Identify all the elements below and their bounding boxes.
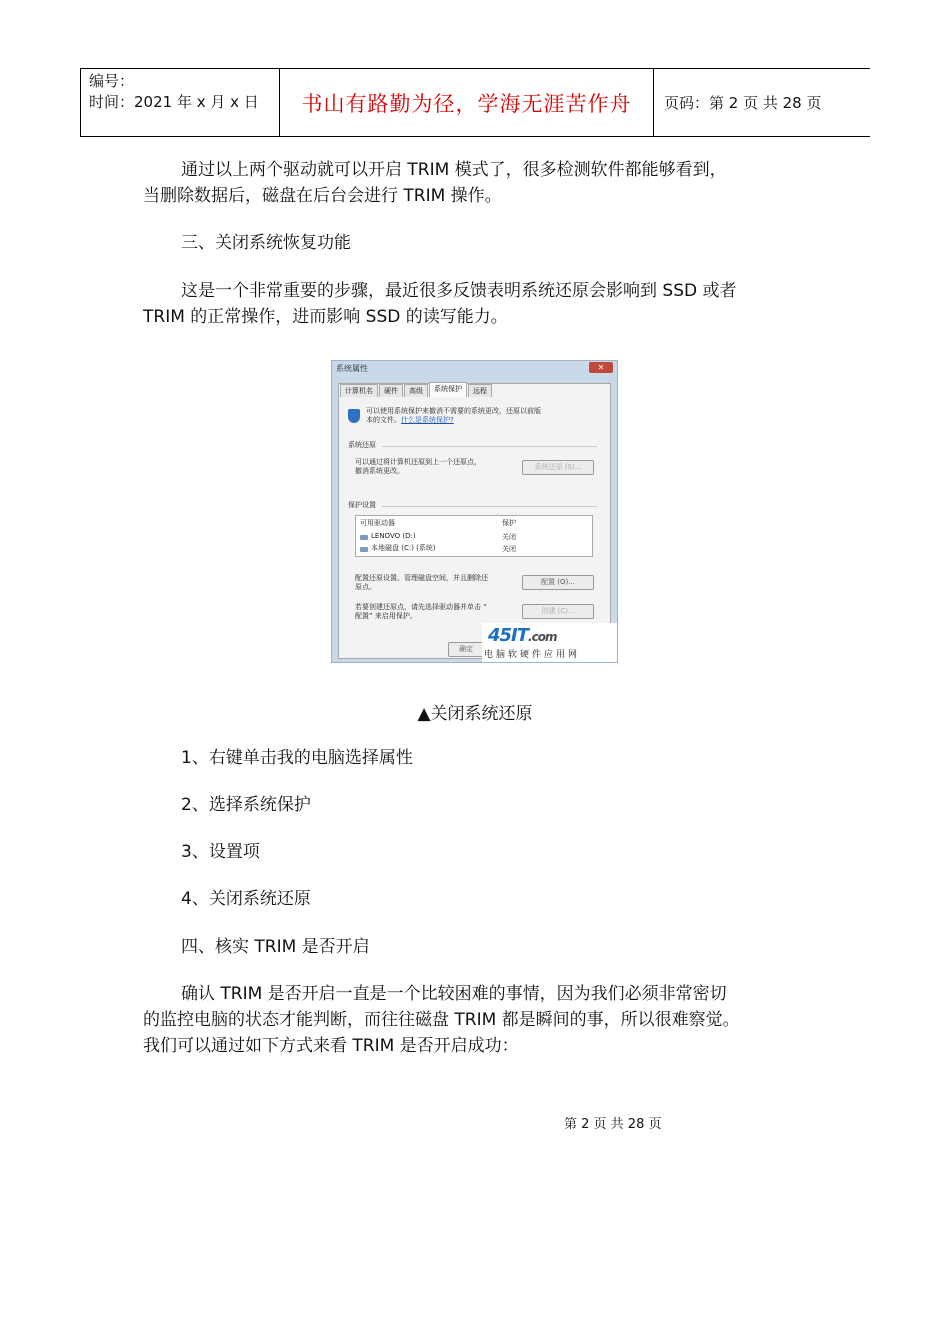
drive-icon (360, 535, 368, 540)
paragraph-trim-drivers (143, 157, 823, 209)
intro-text-2: 本的文件。什么是系统保护? (366, 416, 454, 424)
ok-button: 确定 (448, 642, 484, 657)
step-3 (143, 839, 823, 865)
create-button: 创建 (C)... (522, 604, 594, 619)
paragraph-line: 当删除数据后，磁盘在后台会进行 TRIM 操作。 (143, 186, 502, 206)
divider (382, 446, 597, 447)
section-heading-text: 四、核实 TRIM 是否开启 (181, 937, 370, 957)
restore-desc-1: 可以通过将计算机还原到上一个还原点， (355, 458, 481, 466)
step-2 (143, 792, 823, 818)
create-hint-2: 配置” 来启用保护。 (355, 612, 417, 620)
section-heading-text: 三、关闭系统恢复功能 (181, 233, 351, 253)
drive2-name: 本地磁盘 (C:) (系统) (371, 544, 436, 552)
watermark-logo: 45IT.com (488, 625, 557, 646)
shield-icon (348, 409, 360, 423)
intro-link: 什么是系统保护? (401, 416, 454, 424)
figure-caption: ▲关闭系统还原 (417, 704, 533, 724)
drive2-status: 关闭 (502, 545, 516, 553)
section-heading-4 (143, 934, 823, 960)
paragraph-line: 我们可以通过如下方式来看 TRIM 是否开启成功： (143, 1036, 519, 1056)
time-label: 时间：2021 年 x 月 x 日 (89, 93, 259, 111)
paragraph-line: 确认 TRIM 是否开启一直是一个比较困难的事情，因为我们必须非常密切 (181, 984, 727, 1004)
dialog-tabs (340, 384, 493, 397)
system-restore-button: 系统还原 (S)... (522, 460, 594, 475)
tab-computer-name: 计算机名 (340, 384, 378, 397)
tab-system-protection: 系统保护 (429, 382, 467, 397)
drive1-name: LENOVO (D:) (371, 532, 416, 540)
tab-remote: 远程 (468, 384, 492, 397)
paragraph-restore-importance (143, 278, 823, 330)
header-meta-cell (80, 69, 280, 136)
restore-desc-2: 撤消系统更改。 (355, 467, 404, 475)
intro-text-1: 可以使用系统保护来撤消不需要的系统更改，还原以前版 (366, 407, 541, 415)
close-icon: ✕ (589, 362, 613, 373)
paragraph-line: 的监控电脑的状态才能判断，而往往磁盘 TRIM 都是瞬间的事，所以很难察觉。 (143, 1010, 740, 1030)
config-desc-1: 配置还原设置、管理磁盘空间，并且删除还 (355, 574, 488, 582)
step-text: 4、关闭系统还原 (181, 889, 311, 909)
step-4 (143, 886, 823, 912)
page-footer: 第 2 页 共 28 页 (564, 1117, 662, 1132)
drive1-status: 关闭 (502, 533, 516, 541)
tab-hardware: 硬件 (379, 384, 403, 397)
paragraph-verify-trim (143, 981, 823, 1059)
header-page-info: 页码：第 2 页 共 28 页 (664, 94, 822, 112)
watermark-45it (482, 623, 618, 663)
step-text: 1、右键单击我的电脑选择属性 (181, 748, 413, 768)
config-desc-2: 原点。 (355, 583, 376, 591)
divider (382, 506, 597, 507)
tab-advanced: 高级 (404, 384, 428, 397)
col-drives-header: 可用驱动器 (360, 519, 395, 527)
restore-group-label: 系统还原 (348, 441, 376, 449)
step-text: 3、设置项 (181, 842, 260, 862)
configure-button: 配置 (O)... (522, 575, 594, 590)
paragraph-line: TRIM 的正常操作，进而影响 SSD 的读写能力。 (143, 307, 508, 327)
step-1 (143, 745, 823, 771)
drive-icon (360, 547, 368, 552)
system-properties-screenshot (331, 360, 618, 663)
paragraph-line: 通过以上两个驱动就可以开启 TRIM 模式了，很多检测软件都能够看到， (181, 160, 727, 180)
protect-group-label: 保护设置 (348, 501, 376, 509)
watermark-subtitle: 电脑软硬件应用网 (484, 650, 581, 660)
dialog-title: 系统属性 (336, 364, 368, 373)
header-table (80, 68, 870, 137)
section-heading-3 (143, 230, 823, 256)
col-protect-header: 保护 (502, 519, 516, 527)
create-hint-1: 若要创建还原点，请先选择驱动器并单击 “ (355, 603, 487, 611)
step-text: 2、选择系统保护 (181, 795, 311, 815)
header-motto: 书山有路勤为径，学海无涯苦作舟 (280, 69, 654, 136)
paragraph-line: 这是一个非常重要的步骤，最近很多反馈表明系统还原会影响到 SSD 或者 (181, 281, 737, 301)
number-label: 编号： (89, 72, 135, 90)
